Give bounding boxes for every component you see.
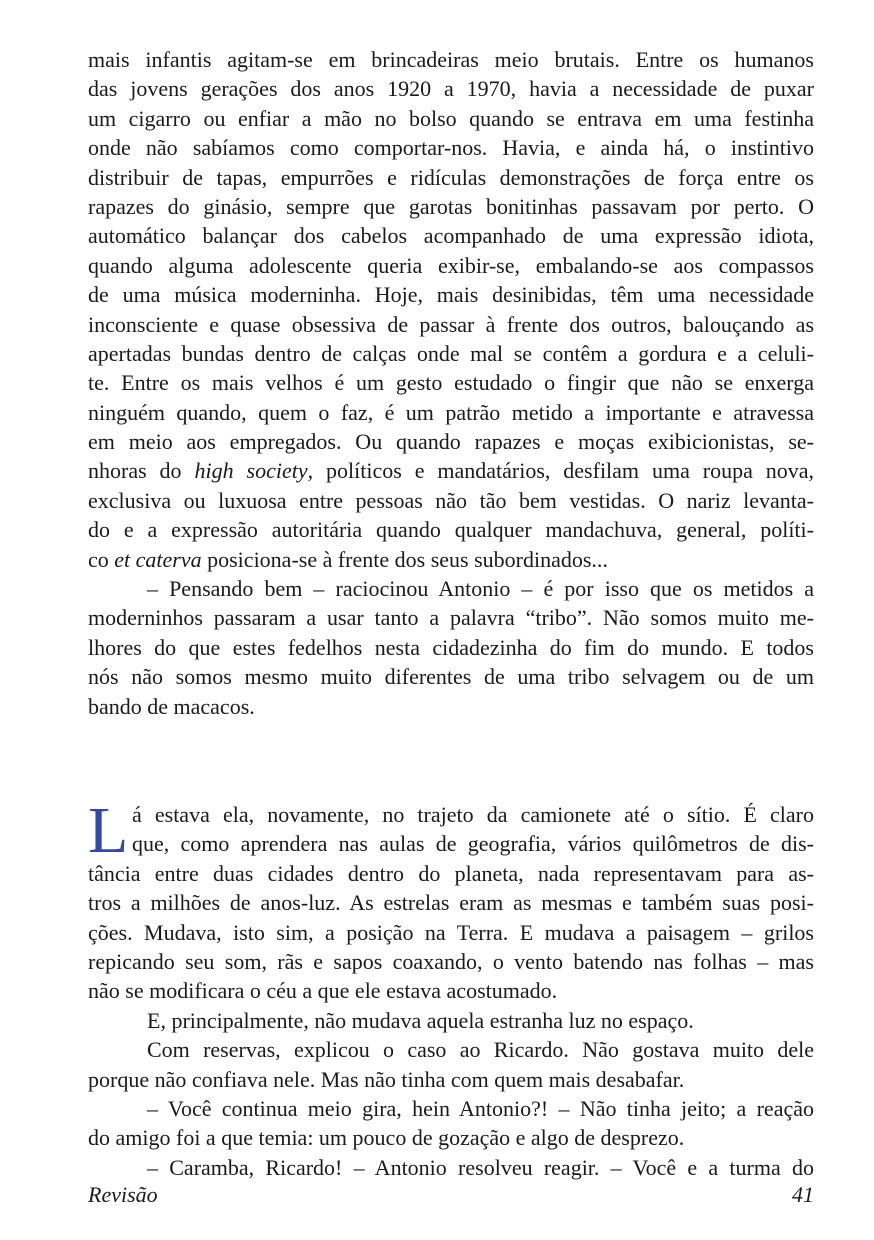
section-2-text-block: [88, 794, 814, 1182]
text-line: um cigarro ou enfiar a mão no bolso quando se entrava em uma festinha: [88, 105, 814, 131]
text-segment: co: [88, 546, 115, 572]
text-line: de uma música moderninha. Hoje, mais desinibidas, têm uma necessidade: [88, 282, 814, 308]
text-line: quando alguma adolescente queria exibir-se, embalando-se aos compassos: [88, 252, 814, 278]
text-line: mais infantis agitam-se em brincadeiras meio brutais. Entre os humanos: [88, 47, 814, 72]
text-line: exclusiva ou luxuosa entre pessoas não tão bem vestidas. O nariz levanta-: [88, 487, 814, 513]
text-line: E, principalmente, não mudava aquela estranha luz no espaço.: [147, 1007, 694, 1033]
text-line: te. Entre os mais velhos é um gesto estudado o fingir que não se enxerga: [88, 370, 814, 396]
text-line: do e a expressão autoritária quando qualquer mandachuva, general, políti-: [88, 517, 814, 543]
text-line: porque não confiava nele. Mas não tinha com quem mais desabafar.: [88, 1066, 685, 1092]
text-line: ções. Mudava, isto sim, a posição na Terra. E mudava a paisagem – grilos: [88, 919, 814, 945]
text-line: á estava ela, novamente, no trajeto da camionete até o sítio. É claro: [132, 802, 814, 827]
text-line: repicando seu som, rãs e sapos coaxando, o vento batendo nas folhas – mas: [88, 948, 814, 974]
text-line: do amigo foi a que temia: um pouco de gozação e algo de desprezo.: [88, 1125, 685, 1151]
text-line: que, como aprendera nas aulas de geografia, vários quilômetros de dis-: [132, 831, 814, 857]
text-segment: nhoras do: [88, 458, 195, 484]
text-line: Com reservas, explicou o caso ao Ricardo. Não gostava muito dele: [147, 1037, 814, 1063]
text-line: – Pensando bem – raciocinou Antonio – é por isso que os metidos a: [147, 576, 814, 602]
text-segment: , políticos e mandatários, desfilam uma roupa nova,: [307, 458, 815, 484]
text-line: distribuir de tapas, empurrões e ridículas demonstrações de força entre os: [88, 164, 814, 190]
text-line: automático balançar dos cabelos acompanhado de uma expressão idiota,: [88, 223, 814, 249]
text-line: nós não somos mesmo muito diferentes de uma tribo selvagem ou de um: [88, 664, 814, 690]
text-line: inconsciente e quase obsessiva de passar à frente dos outros, balouçando as: [88, 311, 814, 337]
drop-cap: L: [88, 794, 129, 867]
italic-phrase: high society: [194, 458, 308, 484]
text-segment: posiciona-se à frente dos seus subordinados...: [201, 546, 608, 572]
text-line: lhores do que estes fedelhos nesta cidadezinha do fim do mundo. E todos: [88, 634, 814, 660]
main-text-block: [88, 45, 814, 721]
text-line: rapazes do ginásio, sempre que garotas bonitinhas passavam por perto. O: [88, 193, 814, 219]
text-line: em meio aos empregados. Ou quando rapazes e moças exibicionistas, se-: [88, 429, 814, 455]
text-line-with-italic: [88, 456, 814, 485]
text-line: bando de macacos.: [88, 693, 255, 719]
text-line: não se modificara o céu a que ele estava acostumado.: [88, 978, 558, 1004]
running-footer-title: Revisão: [88, 1182, 158, 1207]
text-line: onde não sabíamos como comportar-nos. Havia, e ainda há, o instintivo: [88, 135, 814, 161]
text-line: ninguém quando, quem o faz, é um patrão metido a importante e atravessa: [88, 399, 814, 425]
page-footer: [88, 1180, 814, 1210]
text-line-with-italic: [88, 545, 814, 574]
text-line: moderninhos passaram a usar tanto a palavra “tribo”. Não somos muito me-: [88, 605, 814, 631]
text-line: – Caramba, Ricardo! – Antonio resolveu reagir. – Você e a turma do: [147, 1154, 814, 1180]
italic-phrase: et caterva: [114, 546, 202, 572]
text-line: – Você continua meio gira, hein Antonio?! – Não tinha jeito; a reação: [147, 1095, 814, 1121]
page-number: 41: [792, 1182, 814, 1207]
text-line: apertadas bundas dentro de calças onde mal se contêm a gordura e a celuli-: [88, 340, 814, 366]
text-line: tância entre duas cidades dentro do planeta, nada representavam para as-: [88, 860, 814, 886]
text-line: das jovens gerações dos anos 1920 a 1970, havia a necessidade de puxar: [88, 76, 814, 102]
text-line: tros a milhões de anos-luz. As estrelas eram as mesmas e também suas posi-: [88, 890, 814, 916]
